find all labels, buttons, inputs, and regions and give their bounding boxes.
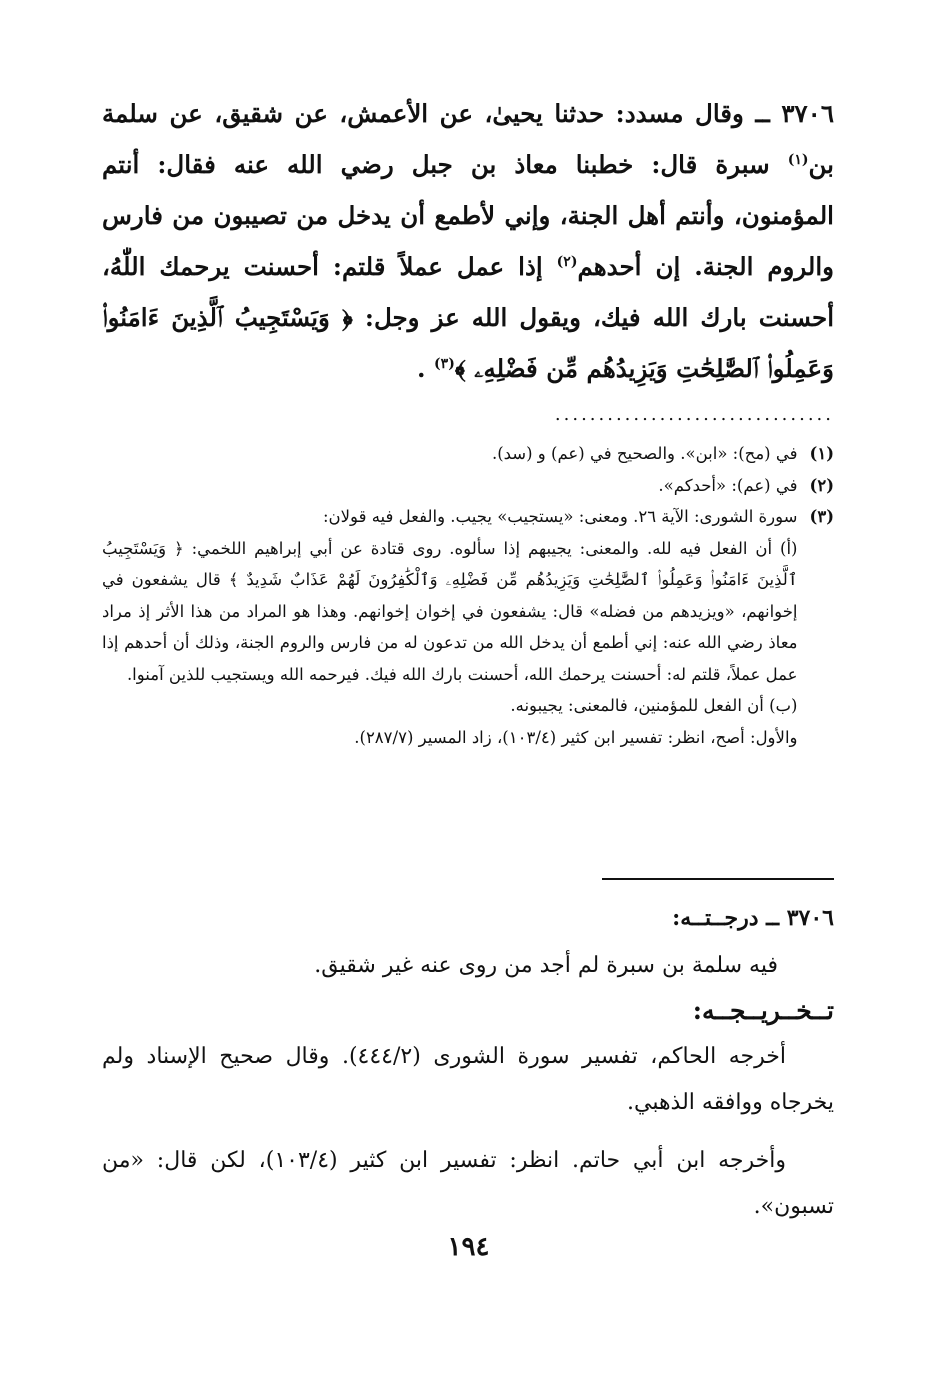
quran-verse: ﴿ وَيَسْتَجِيبُ ٱلَّذِينَ ءَامَنُوا۟ وَعَمِلُوا۟ ٱلصَّٰلِحَٰتِ وَيَزِيدُهُم مِّن فَضْلِهِۦ ﴾ — [102, 303, 834, 383]
footnote-2 — [102, 470, 834, 502]
footnote-3-intro: سورة الشورى: الآية ٢٦. ومعنى: «يستجيب» يجيب. والفعل فيه قولان: — [322, 507, 798, 526]
footnote-1 — [102, 438, 834, 470]
footnote-marker-2: (٢) — [556, 253, 578, 270]
footnotes — [102, 438, 834, 753]
grade-section — [102, 894, 834, 990]
takhrij-section — [102, 988, 834, 1230]
footnote-text: في (مح): «ابن». والصحيح في (عم) و (سد). — [491, 444, 798, 463]
hadith-number: ٣٧٠٦ — [781, 99, 834, 128]
page-number: ١٩٤ — [447, 1232, 490, 1262]
footnote-3-para-b: (ب) أن الفعل للمؤمنين، فالمعنى: يجيبونه. — [510, 696, 798, 715]
grade-heading: ٣٧٠٦ ــ درجــتــه: — [672, 905, 834, 931]
footnote-marker-3: (٣) — [434, 355, 455, 372]
footnote-marker-1: (١) — [787, 151, 809, 168]
section-divider — [602, 878, 834, 880]
grade-text: فيه سلمة بن سبرة لم أجد من روى عنه غير شقيق. — [314, 953, 778, 978]
footnote-text: في (عم): «أحدكم». — [658, 475, 798, 495]
takhrij-paragraph-2: وأخرجه ابن أبي حاتم. انظر: تفسير ابن كثير (١٠٣/٤)، لكن قال: «من تسبون». — [102, 1148, 834, 1219]
footnote-separator: ................................ — [554, 404, 834, 425]
hadith-text — [102, 88, 834, 394]
footnote-number: (٣) — [809, 507, 834, 526]
takhrij-paragraph-1: أخرجه الحاكم، تفسير سورة الشورى (٤٤٤/٢). وقال صحيح الإسناد ولم يخرجاه ووافقه الذهبي. — [102, 1044, 834, 1115]
footnote-3-conclusion: والأول: أصح، انظر: تفسير ابن كثير (١٠٣/٤)، زاد المسير (٢٨٧/٧). — [354, 727, 798, 747]
takhrij-heading: تــخــريــجــه: — [692, 996, 834, 1025]
hadith-text-part2: سبرة قال: خطبنا معاذ بن جبل رضي الله عنه فقال: أنتم المؤمنون، وأنتم أهل الجنة، وإني لأطمع أن يدخل من تصيبون من فارس والروم الجنة. إن أحدهم — [102, 150, 834, 281]
footnote-3-para-a: (أ) أن الفعل فيه لله. والمعنى: يجيبهم إذا سألوه. روى قتادة عن أبي إبراهيم اللخمي: ﴿ وَيَسْتَجِيبُ ٱلَّذِينَ ءَامَنُوا۟ وَعَمِلُوا۟ ٱلصَّٰلِحَٰتِ وَيَزِيدُهُم مِّن فَضْلِهِۦ وَٱلْكَٰفِرُونَ لَهُمْ عَذَابٌ شَدِيدٌ ﴾ قال يشفعون في إخوانهم، «ويزيدهم من فضله» قال: يشفعون في إخوان إخوانهم. وهذا هو المراد من هذا الأثر إذ مراد معاذ رضي الله عنه: إني أطمع أن يدخل الله من تدعون له من فارس والروم الجنة، وذلك أن أحدهم إذا عمل عملاً، قلتم له: أحسنت يرحمك الله، أحسنت بارك الله فيك. فيرحمه الله ويستجيب للذين آمنوا. — [102, 538, 798, 684]
hadith-ending: . — [416, 354, 426, 383]
footnote-number: (٢) — [809, 475, 834, 495]
hadith-paragraph: ٣٧٠٦ ــ وقال مسدد: حدثنا يحيىٰ، عن الأعمش، عن شقيق، عن سلمة بن$^{(١)}$ سبرة قال: خطبنا معاذ بن جبل رضي الله عنه فقال: أنتم المؤمنون، وأنتم أهل الجنة، وإني لأطمع أن يدخل من تصيبون من فارس والروم الجنة. إن أحدهم$^{(٢)}$ إذا عمل عملاً قلتم: أحسنت يرحمك اللّٰهُ، أحسنت بارك الله فيك، ويقول الله عز وجل: ﴿ وَيَسْتَجِيبُ ٱلَّذِينَ ءَامَنُوا۟ وَعَمِلُوا۟ ٱلصَّٰلِحَٰتِ وَيَزِيدُهُم مِّن فَضْلِهِۦ ﴾$^{(٣)}$ . — [102, 99, 835, 383]
footnote-text — [102, 501, 798, 753]
hadith-text-part1: وقال مسدد: حدثنا يحيىٰ، عن الأعمش، عن شقيق، عن سلمة بن — [102, 99, 834, 179]
hadith-text-part3: إذا عمل عملاً قلتم: أحسنت يرحمك اللّٰهُ، أحسنت بارك الله فيك، ويقول الله عز وجل: — [102, 252, 835, 332]
footnote-number: (١) — [809, 444, 834, 463]
footnote-3 — [102, 501, 834, 753]
